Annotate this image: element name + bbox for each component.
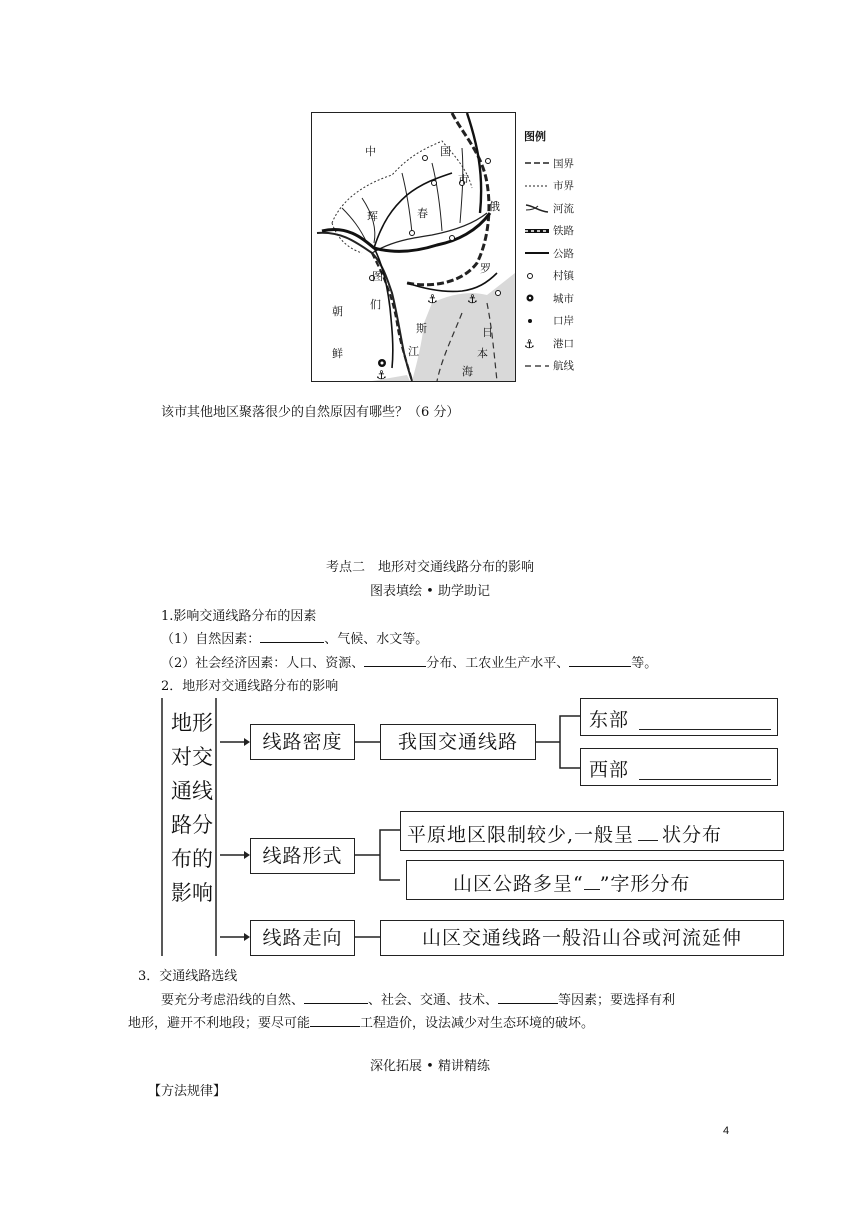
- fill-blank[interactable]: [639, 729, 771, 730]
- svg-text:⚓: ⚓: [467, 292, 478, 306]
- boundary-city-icon: [524, 180, 550, 192]
- map-legend: [524, 128, 574, 377]
- legend-item: [524, 242, 574, 265]
- box-plain-text: [407, 820, 722, 847]
- left-label-line: 路分: [171, 813, 213, 837]
- legend-item: [524, 287, 574, 310]
- map-label-ben: 本: [477, 347, 488, 360]
- item3-line1-text-b: 、社会、交通、技术、: [368, 993, 499, 1008]
- fill-blank[interactable]: [638, 822, 658, 841]
- box-plain-label-end: 状分布: [662, 824, 723, 846]
- legend-item: [524, 332, 574, 355]
- town-icon: [524, 270, 550, 282]
- map-label-men: 们: [370, 298, 381, 311]
- box-national-lines: [380, 724, 536, 760]
- city-icon: [524, 292, 550, 304]
- harbor-icon: [524, 337, 550, 349]
- map-label-tu: 图: [372, 270, 383, 283]
- item1-line2-text-b: 分布、工农业生产水平、: [426, 656, 570, 671]
- legend-label: 市界: [553, 180, 574, 193]
- fill-blank[interactable]: [569, 654, 631, 667]
- terrain-influence-diagram: [158, 698, 788, 960]
- map-drawing: [312, 113, 515, 381]
- map-label-chun: 春: [417, 207, 428, 220]
- legend-label: 铁路: [553, 225, 574, 238]
- legend-label: 公路: [553, 247, 574, 260]
- shipping-route-icon: [524, 360, 550, 372]
- diagram-left-label: [164, 706, 220, 910]
- fill-blank[interactable]: [584, 871, 600, 890]
- box-mountain-text: [453, 869, 690, 896]
- legend-label: 航线: [553, 360, 574, 373]
- fill-blank[interactable]: [364, 654, 426, 667]
- box-west: [580, 748, 778, 786]
- item1-heading: 1.影响交通线路分布的因素: [161, 609, 317, 624]
- map-label-hun: 珲: [367, 210, 378, 223]
- left-label-line: 对交: [171, 745, 213, 769]
- map-label-xian: 鲜: [332, 347, 343, 360]
- legend-item: [524, 175, 574, 198]
- fill-blank[interactable]: [639, 779, 771, 780]
- legend-item: [524, 265, 574, 288]
- box-plain: [400, 811, 784, 851]
- section-subtitle: 图表填绘 • 助学助记: [370, 584, 490, 599]
- map-label-hai: 海: [462, 365, 473, 378]
- legend-item: [524, 310, 574, 333]
- svg-text:⚓: ⚓: [376, 368, 387, 381]
- legend-item: [524, 197, 574, 220]
- item2-heading: 2．地形对交通线路分布的影响: [161, 679, 339, 694]
- fill-blank[interactable]: [310, 1014, 360, 1027]
- legend-item: [524, 220, 574, 243]
- box-direction-text: [380, 920, 784, 956]
- item1-line1-text-b: 、气候、水文等。: [324, 632, 429, 647]
- item3-line1: [161, 989, 675, 1008]
- box-plain-label: 平原地区限制较少,一般呈: [407, 824, 635, 846]
- legend-item: [524, 355, 574, 378]
- left-label-line: 通线: [171, 779, 213, 803]
- item3-heading: 3．交通线路选线: [138, 969, 238, 984]
- map-label-guo: 国: [440, 145, 451, 158]
- box-east-label: 东部: [589, 709, 630, 731]
- left-label-line: 影响: [171, 881, 213, 905]
- method-heading: 【方法规律】: [148, 1084, 227, 1099]
- legend-label: 村镇: [553, 270, 574, 283]
- map-label-shi: 市: [458, 173, 469, 186]
- railway-icon: [524, 225, 550, 237]
- fill-blank[interactable]: [498, 991, 558, 1004]
- map-label-e: 俄: [489, 200, 500, 213]
- legend-item: [524, 152, 574, 175]
- left-label-line: 地形: [171, 711, 213, 735]
- map-label-zhong: 中: [365, 145, 376, 158]
- item3-line2: [128, 1012, 594, 1031]
- item1-line2-text-a: （2）社会经济因素：人口、资源、: [161, 656, 365, 671]
- box-national-lines-label: 我国交通线路: [397, 731, 518, 753]
- legend-label: 口岸: [553, 315, 574, 328]
- item1-line1-text-a: （1）自然因素：: [161, 632, 261, 647]
- fill-blank[interactable]: [304, 991, 368, 1004]
- page-number: 4: [723, 1125, 730, 1137]
- legend-label: 城市: [553, 292, 574, 305]
- map-label-jiang: 江: [408, 345, 419, 358]
- box-direction-text-label: 山区交通线路一般沿山谷或河流延伸: [421, 927, 742, 949]
- map-label-ri: 日: [482, 326, 493, 339]
- road-icon: [524, 247, 550, 259]
- box-east: [580, 698, 778, 736]
- question-text: 该市其他地区聚落很少的自然原因有哪些？（6 分）: [161, 405, 460, 420]
- box-line-form-label: 线路形式: [262, 845, 343, 867]
- map-label-chao: 朝: [332, 305, 343, 318]
- deep-title: 深化拓展 • 精讲精练: [370, 1059, 490, 1074]
- legend-label: 河流: [553, 202, 574, 215]
- box-mountain-label-b: ”字形分布: [599, 873, 691, 895]
- box-mountain: [406, 860, 784, 900]
- box-line-direction-label: 线路走向: [262, 927, 343, 949]
- item3-line2-text-b: 工程造价，设法减少对生态环境的破坏。: [360, 1016, 595, 1031]
- svg-text:⚓: ⚓: [524, 337, 535, 350]
- river-icon: [524, 202, 550, 214]
- item3-line1-text-a: 要充分考虑沿线的自然、: [161, 993, 305, 1008]
- legend-label: 国界: [553, 157, 574, 170]
- box-line-density: [250, 724, 355, 760]
- box-line-density-label: 线路密度: [262, 731, 343, 753]
- item1-line2: [161, 652, 657, 671]
- box-line-direction: [250, 920, 355, 956]
- fill-blank[interactable]: [260, 630, 324, 643]
- box-mountain-label-a: 山区公路多呈“: [453, 873, 584, 895]
- left-label-line: 布的: [171, 847, 213, 871]
- map-label-luo: 罗: [480, 262, 491, 275]
- legend-label: 港口: [553, 337, 574, 350]
- legend-title: 图例: [524, 130, 546, 143]
- item3-line2-text-a: 地形，避开不利地段；要尽可能: [128, 1016, 311, 1031]
- box-west-label: 西部: [589, 759, 630, 781]
- svg-text:⚓: ⚓: [427, 292, 438, 306]
- item3-line1-text-c: 等因素；要选择有利: [558, 993, 676, 1008]
- item1-line2-text-c: 等。: [631, 656, 658, 671]
- boundary-national-icon: [524, 157, 550, 169]
- map-figure: [311, 112, 516, 382]
- box-line-form: [250, 838, 355, 874]
- port-of-entry-icon: [524, 315, 550, 327]
- item1-line1: [161, 628, 428, 647]
- map-label-si: 斯: [416, 322, 427, 335]
- section-title: 考点二 地形对交通线路分布的影响: [325, 560, 534, 575]
